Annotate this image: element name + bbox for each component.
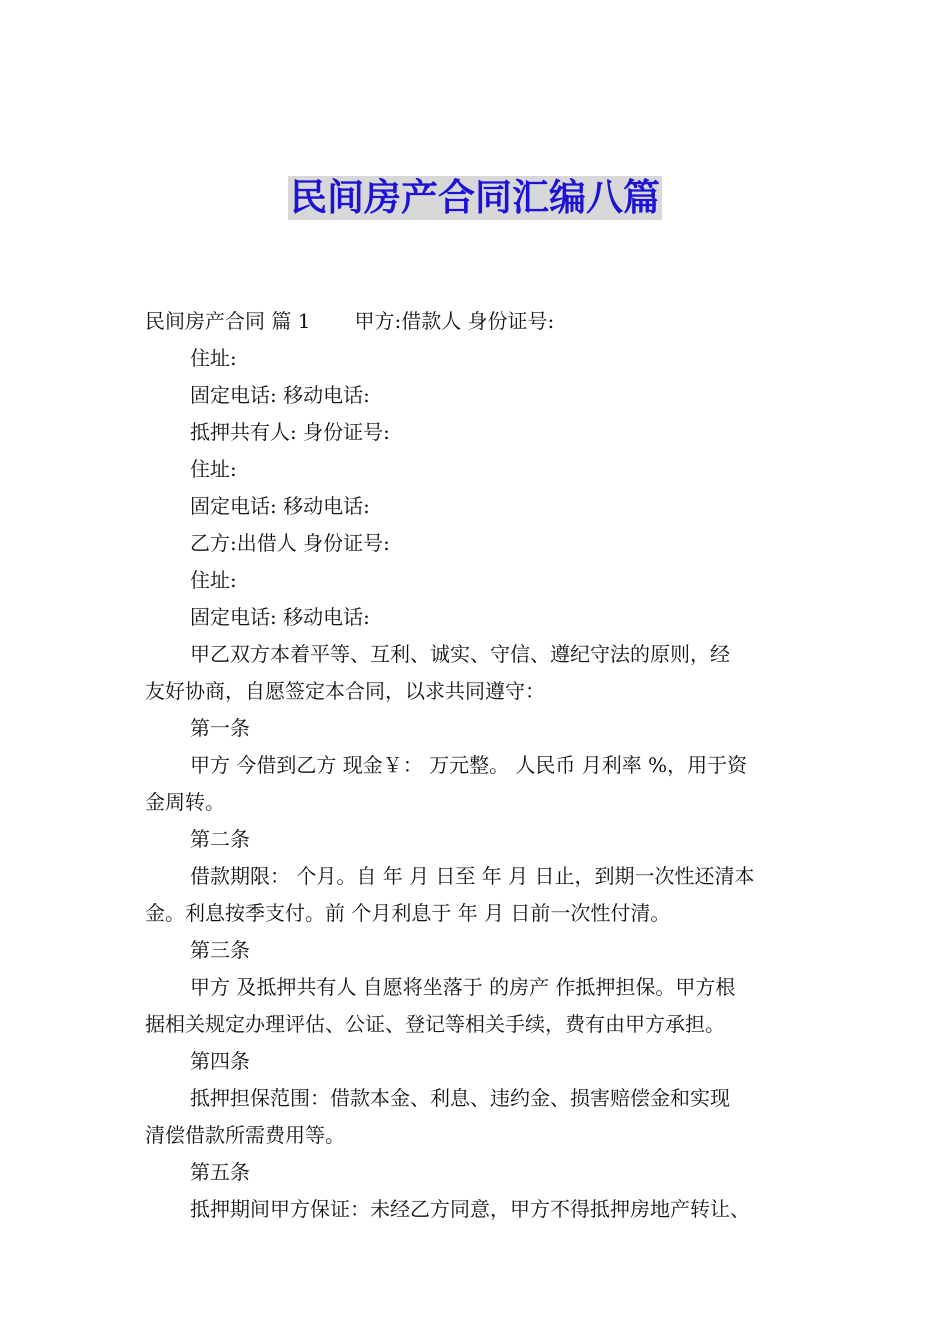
contract-heading: 民间房产合同 篇 1 <box>145 309 311 333</box>
intro-paragraph-line1: 甲乙双方本着平等、互利、诚实、守信、遵纪守法的原则，经 <box>190 642 730 666</box>
article-2-line2: 金。利息按季支付。前 个月利息于 年 月 日前一次性付清。 <box>145 901 671 925</box>
article-4-line1: 抵押担保范围：借款本金、利息、违约金、损害赔偿金和实现 <box>190 1086 730 1110</box>
document-title: 民间房产合同汇编八篇 <box>290 176 660 219</box>
article-4-line2: 清偿借款所需费用等。 <box>145 1123 345 1147</box>
field-phone-b: 固定电话: 移动电话: <box>190 605 370 629</box>
article-3-line1: 甲方 及抵押共有人 自愿将坐落于 的房产 作抵押担保。甲方根 <box>190 975 736 999</box>
field-phone-a: 固定电话: 移动电话: <box>190 383 370 407</box>
article-1-line2: 金周转。 <box>145 790 225 814</box>
article-1-line1: 甲方 今借到乙方 现金￥： 万元整。 人民币 月利率 %，用于资 <box>190 753 748 777</box>
article-1-heading: 第一条 <box>190 716 250 740</box>
field-party-b: 乙方:出借人 身份证号: <box>190 531 390 555</box>
article-5-heading: 第五条 <box>190 1160 250 1184</box>
contract-heading-line <box>145 303 810 340</box>
article-3-line2: 据相关规定办理评估、公证、登记等相关手续，费有由甲方承担。 <box>145 1012 725 1036</box>
field-address-a: 住址: <box>190 346 237 370</box>
article-4-heading: 第四条 <box>190 1049 250 1073</box>
title-container <box>0 176 950 220</box>
article-2-line1: 借款期限： 个月。自 年 月 日至 年 月 日止，到期一次性还清本 <box>190 864 755 888</box>
article-3-heading: 第三条 <box>190 938 250 962</box>
field-co-owner: 抵押共有人: 身份证号: <box>190 420 390 444</box>
party-a-label: 甲方:借款人 身份证号: <box>354 309 555 333</box>
intro-paragraph-line2: 友好协商，自愿签定本合同，以求共同遵守： <box>145 679 545 703</box>
document-body <box>145 303 810 1228</box>
field-phone-co-owner: 固定电话: 移动电话: <box>190 494 370 518</box>
article-2-heading: 第二条 <box>190 827 250 851</box>
field-address-b: 住址: <box>190 568 237 592</box>
article-5-line1: 抵押期间甲方保证：未经乙方同意，甲方不得抵押房地产转让、 <box>190 1197 750 1221</box>
field-address-co-owner: 住址: <box>190 457 237 481</box>
